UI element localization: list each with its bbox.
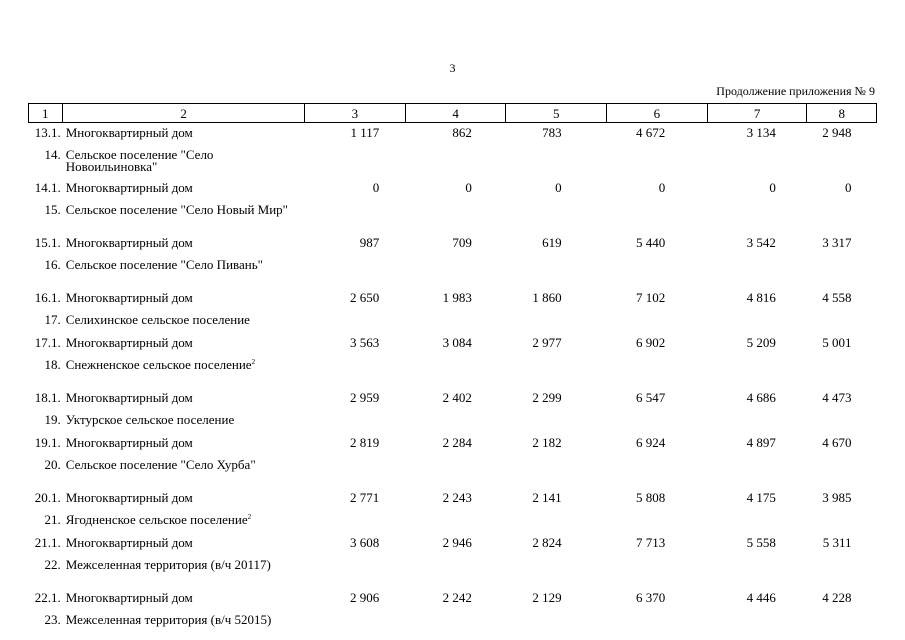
- row-number: 19.: [44, 412, 61, 427]
- column-header: 4: [405, 104, 506, 123]
- value-cell: 2 824: [532, 535, 562, 550]
- footnote-marker: 2: [251, 358, 256, 366]
- value-cell: [506, 310, 607, 330]
- value-cell: 2 650: [350, 290, 380, 305]
- value-cell: [506, 255, 607, 285]
- row-label-cell: [63, 230, 305, 255]
- value-cell: [607, 510, 708, 530]
- row-label-cell: [63, 255, 305, 285]
- row-number: 13.1.: [34, 125, 61, 140]
- value-cell: 2 129: [532, 590, 562, 605]
- group-row: [29, 610, 877, 640]
- value-cell: 5 558: [746, 535, 776, 550]
- row-number: 22.1.: [34, 590, 61, 605]
- value-cell: 4 670: [822, 435, 852, 450]
- row-label: Многоквартирный дом: [65, 125, 193, 140]
- table-row: [29, 230, 877, 255]
- row-number: 17.1.: [34, 335, 61, 350]
- table-row: [29, 175, 877, 200]
- value-cell: [305, 200, 406, 230]
- row-label-cell: [63, 175, 305, 200]
- value-cell: [405, 310, 506, 330]
- value-cell: 4 897: [746, 435, 776, 450]
- table-row: [29, 285, 877, 310]
- header-row: [29, 104, 877, 123]
- value-cell: [607, 555, 708, 585]
- table-row: [29, 585, 877, 610]
- continuation-note: Продолжение приложения № 9: [716, 84, 875, 98]
- value-cell: 0: [845, 180, 852, 195]
- row-number: 20.1.: [34, 490, 61, 505]
- row-label: Селихинское сельское поселение: [65, 312, 250, 327]
- row-number: 16.1.: [34, 290, 61, 305]
- value-cell: [305, 510, 406, 530]
- group-row: [29, 355, 877, 385]
- value-cell: [607, 455, 708, 485]
- value-cell: 1 860: [532, 290, 562, 305]
- value-cell: [607, 255, 708, 285]
- value-cell: [405, 145, 506, 175]
- row-label: Многоквартирный дом: [65, 590, 193, 605]
- value-cell: [607, 310, 708, 330]
- value-cell: [707, 355, 807, 385]
- value-cell: [807, 200, 877, 230]
- row-label: Уктурское сельское поселение: [65, 412, 235, 427]
- value-cell: [305, 455, 406, 485]
- group-row: [29, 310, 877, 330]
- value-cell: 0: [372, 180, 380, 195]
- value-cell: 3 608: [350, 535, 380, 550]
- row-number: 14.1.: [34, 180, 61, 195]
- column-header: 3: [305, 104, 406, 123]
- value-cell: [707, 510, 807, 530]
- value-cell: 4 446: [746, 590, 776, 605]
- row-label-cell: [63, 455, 305, 485]
- value-cell: 4 686: [746, 390, 776, 405]
- row-label: Многоквартирный дом: [65, 180, 193, 195]
- value-cell: [305, 145, 406, 175]
- value-cell: [305, 255, 406, 285]
- value-cell: 2 946: [442, 535, 472, 550]
- value-cell: [506, 145, 607, 175]
- row-label-cell: [63, 385, 305, 410]
- value-cell: 5 209: [746, 335, 776, 350]
- value-cell: [707, 410, 807, 430]
- row-label: Сельское поселение "Село Пивань": [65, 257, 263, 272]
- table-row: [29, 530, 877, 555]
- table-row: [29, 330, 877, 355]
- value-cell: 1 117: [350, 125, 380, 140]
- value-cell: 3 134: [746, 125, 776, 140]
- row-number: 14.: [44, 147, 61, 162]
- row-number: 18.1.: [34, 390, 61, 405]
- value-cell: [707, 555, 807, 585]
- value-cell: 709: [452, 235, 472, 250]
- row-label-cell: [63, 355, 305, 385]
- value-cell: [506, 555, 607, 585]
- value-cell: 3 317: [822, 235, 852, 250]
- value-cell: [405, 510, 506, 530]
- column-header: 1: [29, 104, 63, 123]
- value-cell: [607, 145, 708, 175]
- value-cell: 2 771: [350, 490, 380, 505]
- value-cell: 0: [465, 180, 472, 195]
- value-cell: [807, 310, 877, 330]
- value-cell: [707, 255, 807, 285]
- value-cell: 6 547: [636, 390, 666, 405]
- value-cell: [807, 455, 877, 485]
- value-cell: 3 563: [350, 335, 380, 350]
- row-number: 20.: [44, 457, 61, 472]
- value-cell: 0: [769, 180, 776, 195]
- value-cell: 1 983: [442, 290, 472, 305]
- row-label: Межселенная территория (в/ч 20117): [65, 557, 271, 572]
- row-number: 22.: [44, 557, 61, 572]
- page-number: 3: [449, 61, 456, 75]
- value-cell: 2 299: [532, 390, 562, 405]
- value-cell: 3 084: [442, 335, 472, 350]
- value-cell: 7 713: [636, 535, 666, 550]
- value-cell: [807, 410, 877, 430]
- table-body: [29, 123, 877, 640]
- row-label: Многоквартирный дом: [65, 390, 193, 405]
- value-cell: 2 402: [442, 390, 472, 405]
- value-cell: 5 311: [822, 535, 852, 550]
- group-row: [29, 455, 877, 485]
- row-label: Сельское поселение "Село Новоильиновка": [65, 147, 214, 174]
- footnote-marker: 2: [247, 513, 252, 521]
- group-row: [29, 510, 877, 530]
- value-cell: 2 284: [442, 435, 472, 450]
- row-number: 18.: [44, 357, 61, 372]
- column-header: 2: [63, 104, 305, 123]
- value-cell: [405, 610, 506, 640]
- value-cell: 783: [542, 125, 562, 140]
- value-cell: 5 001: [822, 335, 852, 350]
- value-cell: 4 228: [822, 590, 852, 605]
- value-cell: 2 959: [350, 390, 380, 405]
- row-label-cell: [63, 610, 305, 640]
- value-cell: [807, 510, 877, 530]
- value-cell: 619: [542, 235, 562, 250]
- value-cell: [405, 355, 506, 385]
- group-row: [29, 410, 877, 430]
- row-number: 16.: [44, 257, 61, 272]
- value-cell: 5 808: [636, 490, 666, 505]
- value-cell: 7 102: [636, 290, 666, 305]
- row-label-cell: [63, 530, 305, 555]
- value-cell: 2 141: [532, 490, 562, 505]
- value-cell: [607, 610, 708, 640]
- value-cell: 2 906: [350, 590, 380, 605]
- row-label-cell: [63, 510, 305, 530]
- value-cell: 4 558: [822, 290, 852, 305]
- row-number: 17.: [44, 312, 61, 327]
- value-cell: [506, 200, 607, 230]
- value-cell: 0: [555, 180, 562, 195]
- row-label-cell: [63, 485, 305, 510]
- value-cell: 2 948: [822, 125, 852, 140]
- value-cell: [707, 145, 807, 175]
- row-number: 21.1.: [34, 535, 61, 550]
- value-cell: [305, 555, 406, 585]
- row-number: 21.: [44, 512, 61, 527]
- value-cell: [405, 410, 506, 430]
- value-cell: [506, 510, 607, 530]
- value-cell: 4 473: [822, 390, 852, 405]
- value-cell: [607, 200, 708, 230]
- value-cell: [707, 455, 807, 485]
- value-cell: [707, 610, 807, 640]
- row-label-cell: [63, 555, 305, 585]
- row-label-cell: [63, 145, 305, 175]
- row-label: Сельское поселение "Село Хурба": [65, 457, 256, 472]
- value-cell: 4 175: [746, 490, 776, 505]
- value-cell: [405, 555, 506, 585]
- value-cell: 2 182: [532, 435, 562, 450]
- value-cell: [607, 410, 708, 430]
- value-cell: [305, 410, 406, 430]
- value-cell: [506, 410, 607, 430]
- row-label: Многоквартирный дом: [65, 235, 193, 250]
- group-row: [29, 145, 877, 175]
- row-label: Многоквартирный дом: [65, 490, 193, 505]
- column-header: 6: [607, 104, 708, 123]
- row-number: 23.: [44, 612, 61, 627]
- table-row: [29, 430, 877, 455]
- row-label: Снежненское сельское поселение: [65, 357, 252, 372]
- row-label: Ягодненское сельское поселение: [65, 512, 248, 527]
- row-label-cell: [63, 123, 305, 146]
- value-cell: 6 902: [636, 335, 666, 350]
- value-cell: [807, 255, 877, 285]
- value-cell: 0: [658, 180, 666, 195]
- row-label-cell: [63, 585, 305, 610]
- value-cell: [506, 455, 607, 485]
- column-header: 5: [506, 104, 607, 123]
- row-number: 15.: [44, 202, 61, 217]
- value-cell: 4 816: [746, 290, 776, 305]
- table-row: [29, 123, 877, 146]
- value-cell: [707, 200, 807, 230]
- value-cell: 6 924: [636, 435, 666, 450]
- group-row: [29, 555, 877, 585]
- value-cell: [607, 355, 708, 385]
- row-label: Многоквартирный дом: [65, 435, 193, 450]
- value-cell: [305, 310, 406, 330]
- row-label: Многоквартирный дом: [65, 290, 193, 305]
- value-cell: 2 819: [350, 435, 380, 450]
- row-label: Сельское поселение "Село Новый Мир": [65, 202, 288, 217]
- row-label: Многоквартирный дом: [65, 335, 193, 350]
- row-label-cell: [63, 430, 305, 455]
- table-row: [29, 385, 877, 410]
- value-cell: 2 242: [442, 590, 472, 605]
- row-label-cell: [63, 410, 305, 430]
- column-header: 7: [707, 104, 807, 123]
- group-row: [29, 200, 877, 230]
- table-row: [29, 485, 877, 510]
- value-cell: [405, 255, 506, 285]
- row-number: 15.1.: [34, 235, 61, 250]
- row-label-cell: [63, 310, 305, 330]
- value-cell: 6 370: [636, 590, 666, 605]
- value-cell: 3 542: [746, 235, 776, 250]
- value-cell: [807, 145, 877, 175]
- value-cell: [807, 355, 877, 385]
- row-label-cell: [63, 200, 305, 230]
- value-cell: [506, 610, 607, 640]
- value-cell: [305, 610, 406, 640]
- row-label-cell: [63, 285, 305, 310]
- row-number: 19.1.: [34, 435, 61, 450]
- value-cell: 862: [452, 125, 472, 140]
- value-cell: 2 977: [532, 335, 562, 350]
- value-cell: [405, 200, 506, 230]
- row-label-cell: [63, 330, 305, 355]
- appendix-table: [28, 103, 877, 640]
- value-cell: 3 985: [822, 490, 852, 505]
- value-cell: [305, 355, 406, 385]
- group-row: [29, 255, 877, 285]
- value-cell: 2 243: [442, 490, 472, 505]
- value-cell: 987: [359, 235, 380, 250]
- row-label: Многоквартирный дом: [65, 535, 193, 550]
- value-cell: [807, 555, 877, 585]
- value-cell: 4 672: [636, 125, 666, 140]
- value-cell: [405, 455, 506, 485]
- value-cell: [506, 355, 607, 385]
- value-cell: [707, 310, 807, 330]
- column-header: 8: [807, 104, 877, 123]
- value-cell: 5 440: [636, 235, 666, 250]
- row-label: Межселенная территория (в/ч 52015): [65, 612, 272, 627]
- value-cell: [807, 610, 877, 640]
